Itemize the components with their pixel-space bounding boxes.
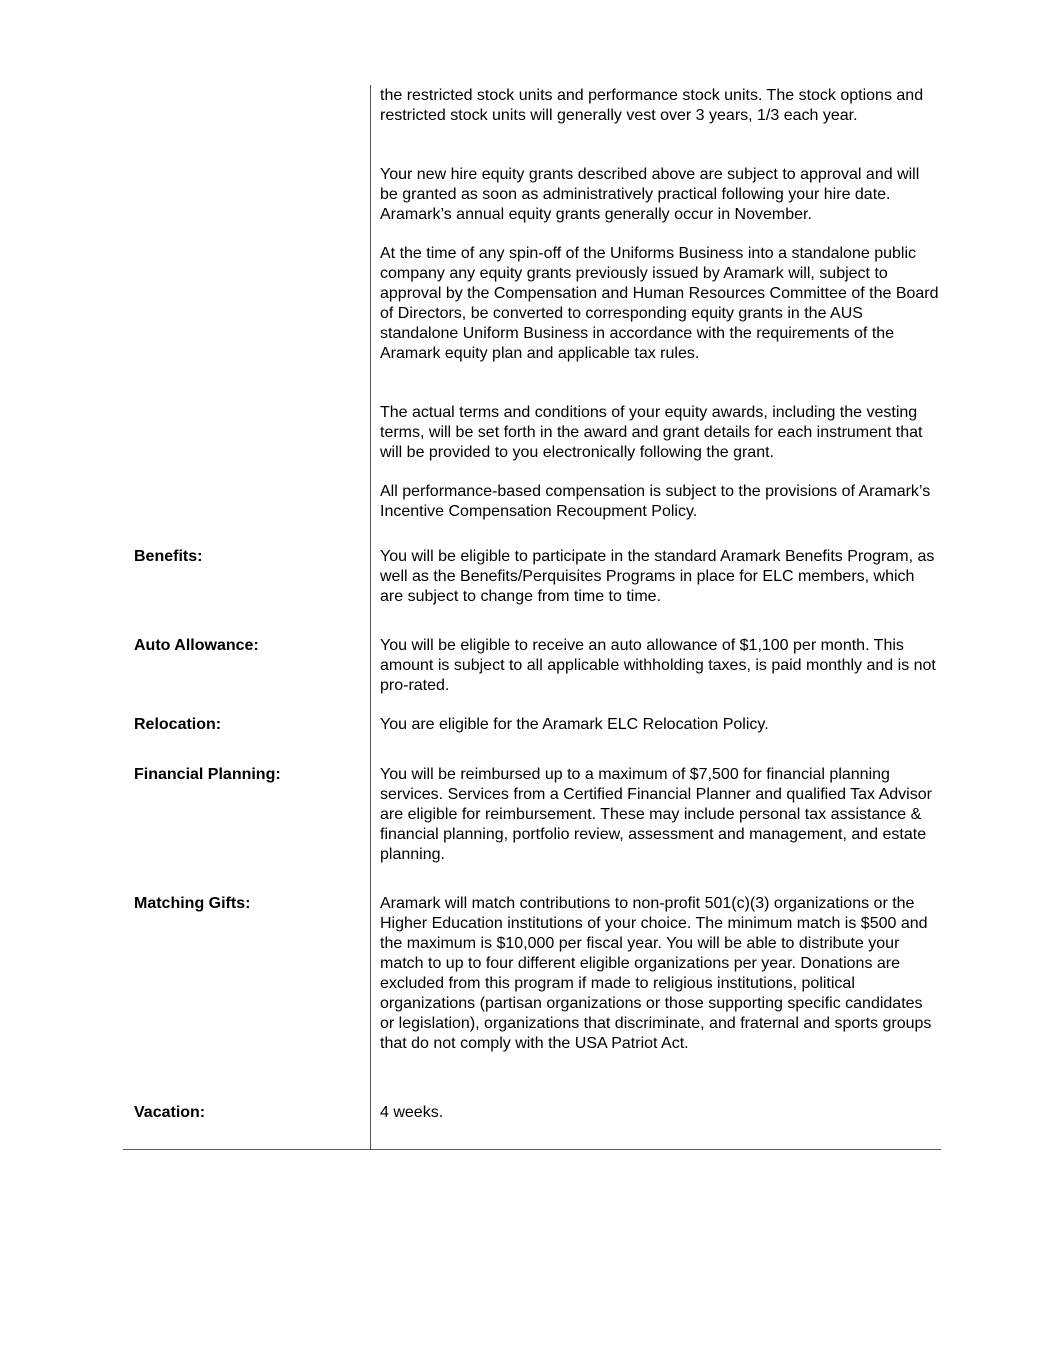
table-bottom-rule bbox=[123, 1149, 941, 1150]
equity-paragraph-2: Your new hire equity grants described above are subject to approval and will be granted as soon as administratively practical following your hire date. Aramark’s annual equity grants generally occur in November. bbox=[380, 166, 920, 223]
financial-planning-text: You will be reimbursed up to a maximum of $7,500 for financial planning services. Services from a Certified Financial Planner and qualified Tax Advisor are eligible for reimbursement. These may include personal tax assistance & financial planning, portfolio review, assessment and management, and estate planning. bbox=[380, 766, 932, 863]
matching-gifts-text: Aramark will match contributions to non-profit 501(c)(3) organizations or the Higher Education institutions of your choice. The minimum match is $500 and the maximum is $10,000 per fiscal year. You will be able to distribute your match to up to four different eligible organizations per year. Donations are excluded from this program if made to religious institutions, political organizations (partisan organizations or those supporting specific candidates or legislation), organizations that discriminate, and fraternal and sports groups that do not comply with the USA Patriot Act. bbox=[380, 895, 932, 1052]
matching-gifts-label: Matching Gifts: bbox=[134, 895, 251, 912]
vacation-label: Vacation: bbox=[134, 1104, 206, 1121]
equity-paragraph-5: All performance-based compensation is subject to the provisions of Aramark’s Incentive Compensation Recoupment Policy. bbox=[380, 483, 931, 520]
auto-allowance-text: You will be eligible to receive an auto allowance of $1,100 per month. This amount is subject to all applicable withholding taxes, is paid monthly and is not pro-rated. bbox=[380, 637, 936, 694]
benefits-label: Benefits: bbox=[134, 548, 203, 565]
benefits-text: You will be eligible to participate in the standard Aramark Benefits Program, as well as the Benefits/Perquisites Programs in place for ELC members, which are subject to change from time to time. bbox=[380, 548, 935, 605]
auto-allowance-label: Auto Allowance: bbox=[134, 637, 259, 654]
equity-paragraph-3: At the time of any spin-off of the Uniforms Business into a standalone public company any equity grants previously issued by Aramark will, subject to approval by the Compensation and Human Resources Committee of the Board of Directors, be converted to corresponding equity grants in the AUS standalone Uniform Business in accordance with the requirements of the Aramark equity plan and applicable tax rules. bbox=[380, 245, 939, 362]
relocation-text: You are eligible for the Aramark ELC Relocation Policy. bbox=[380, 716, 769, 733]
vacation-text: 4 weeks. bbox=[380, 1104, 444, 1121]
financial-planning-label: Financial Planning: bbox=[134, 766, 281, 783]
relocation-label: Relocation: bbox=[134, 716, 222, 733]
column-divider bbox=[370, 85, 371, 1149]
equity-paragraph-1: the restricted stock units and performance stock units. The stock options and restricted stock units will generally vest over 3 years, 1/3 each year. bbox=[380, 87, 924, 124]
equity-paragraph-4: The actual terms and conditions of your equity awards, including the vesting terms, will be set forth in the award and grant details for each instrument that will be provided to you electronically following the grant. bbox=[380, 404, 923, 461]
